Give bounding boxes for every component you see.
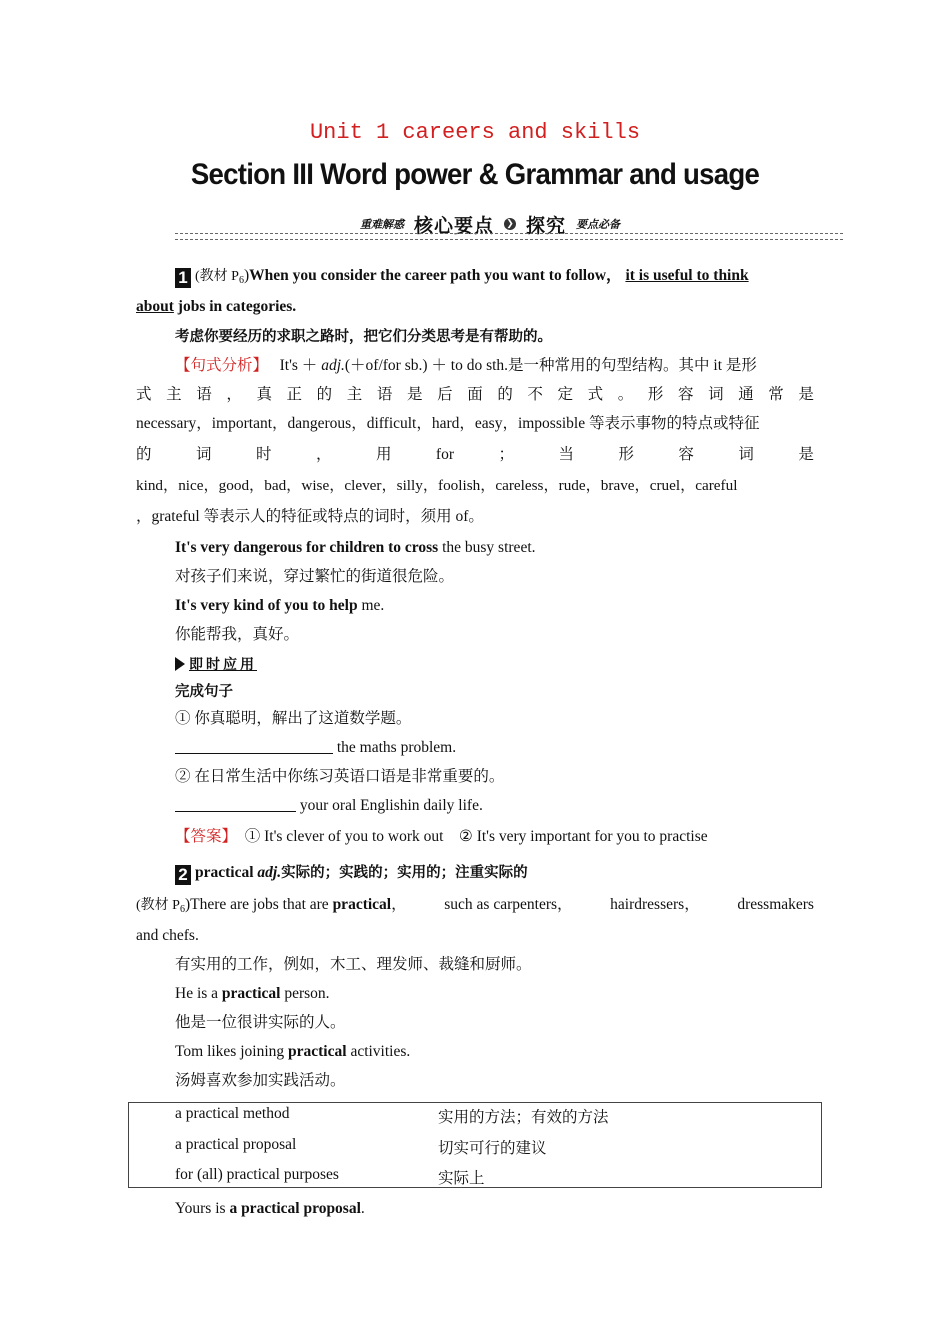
item2-number: 2 — [175, 865, 191, 885]
analysis-word: 的 — [497, 386, 513, 403]
item2-example1 — [175, 984, 853, 1004]
analysis-word: 式 — [136, 386, 152, 403]
question-tail: the maths problem. — [333, 739, 457, 756]
analysis-word: for — [435, 446, 454, 463]
analysis-line4 — [136, 445, 814, 465]
source-text: There are jobs that are — [190, 896, 333, 913]
analysis-word: 容 — [678, 446, 694, 463]
sentence-part: jobs in categories. — [173, 298, 297, 315]
item1-source-line — [175, 266, 853, 291]
question-2-blank-line — [175, 796, 853, 816]
part-of-speech: adj. — [257, 864, 282, 881]
phrase-en: a practical method — [175, 1105, 290, 1122]
example-text: activities. — [346, 1043, 411, 1060]
analysis-word: 面 — [467, 386, 483, 403]
analysis-word: 是 — [798, 386, 814, 403]
answer-blank[interactable] — [175, 739, 333, 754]
analysis-word: 主 — [166, 386, 182, 403]
source-text: ， — [391, 896, 407, 913]
analysis-word: 用 — [375, 446, 392, 463]
banner-left-label: 重难解惑 — [360, 218, 404, 231]
example-text: . — [360, 1200, 365, 1217]
analysis-word: 词 — [738, 446, 754, 463]
example1-translation: 对孩子们来说，穿过繁忙的街道很危险。 — [175, 568, 455, 585]
answer-blank[interactable] — [175, 797, 296, 812]
source-bold: practical — [332, 896, 392, 913]
section-title: Section III Word power & Grammar and usage — [190, 158, 760, 191]
phrase-cn: 实际上 — [438, 1170, 485, 1187]
analysis-word: ， — [226, 386, 242, 403]
analysis-word: 真 — [256, 386, 272, 403]
phrase-cn: 实用的方法；有效的方法 — [438, 1109, 609, 1126]
analysis-word: 通 — [738, 386, 754, 403]
analysis-word: 后 — [437, 386, 453, 403]
phrase-en: a practical proposal — [175, 1136, 297, 1153]
analysis-word: 形 — [618, 446, 634, 463]
analysis-line1 — [175, 356, 853, 376]
item2-source-line — [136, 895, 814, 920]
example-bold: It's very kind of you to help — [175, 597, 358, 614]
example-bold: It's very dangerous for children to cross — [175, 539, 439, 556]
analysis-word: 语 — [376, 386, 393, 403]
analysis-word: 式 — [587, 386, 604, 403]
question-1: ① 你真聪明，解出了这道数学题。 — [175, 710, 412, 727]
header-divider — [175, 233, 843, 240]
example-text: He is a — [175, 985, 222, 1002]
example-rest: me. — [357, 597, 385, 614]
source-prefix: (教材 P — [195, 269, 239, 284]
example1 — [175, 538, 853, 558]
analysis-word: 的 — [316, 386, 333, 403]
apply-label: 即时应用 — [189, 657, 257, 673]
item2-heading — [175, 863, 853, 885]
headword-meaning: 实际的；实践的；实用的；注重实际的 — [281, 865, 528, 881]
analysis-line5: kind，nice，good，bad，wise，clever，silly，foolish，careless，rude，brave，cruel，careful — [136, 477, 738, 494]
analysis-word: 不 — [527, 386, 543, 403]
analysis-word: 的 — [136, 446, 152, 463]
analysis-word: 形 — [647, 386, 664, 403]
sentence-underlined: it is useful to think — [625, 267, 749, 284]
source-prefix: (教材 P — [136, 898, 180, 913]
analysis-word: 定 — [557, 386, 574, 403]
task-title: 完成句子 — [175, 684, 233, 700]
source-text: dressmakers — [737, 896, 814, 913]
example2 — [175, 596, 853, 616]
analysis-word: 是 — [798, 446, 814, 463]
analysis-line2 — [136, 385, 814, 405]
example-bold: practical — [288, 1043, 347, 1060]
source-page-sub: 6 — [179, 904, 185, 915]
item2-example2-translation: 汤姆喜欢参加实践活动。 — [175, 1072, 346, 1089]
banner-main-2: 探究 — [526, 214, 567, 237]
analysis-word: 是 — [406, 386, 423, 403]
final-example — [175, 1199, 853, 1219]
apply-heading — [175, 654, 257, 674]
phrase-en: for (all) practical purposes — [175, 1166, 339, 1183]
source-page-sub: 6 — [238, 275, 244, 286]
answer-label: 【答案】 — [175, 828, 238, 845]
question-2: ② 在日常生活中你练习英语口语是非常重要的。 — [175, 768, 505, 785]
analysis-line3: necessary，important，dangerous，difficult，hard，easy，impossible 等表示事物的特点或特征 — [136, 415, 760, 432]
example-text: person. — [280, 985, 330, 1002]
source-suffix: ) — [184, 896, 191, 913]
answer-text: ① It's clever of you to work out ② It's very important for you to practise — [237, 828, 708, 845]
analysis-text: It's ＋ — [279, 357, 322, 374]
unit-title: Unit 1 careers and skills — [309, 120, 641, 145]
analysis-word: 主 — [346, 386, 363, 403]
analysis-word: 词 — [195, 446, 212, 463]
item1-translation: 考虑你要经历的求职之路时，把它们分类思考是有帮助的。 — [175, 329, 552, 345]
analysis-word: 词 — [708, 386, 724, 403]
source-suffix: ) — [243, 267, 250, 284]
analysis-word: 容 — [677, 386, 694, 403]
question-1-blank-line — [175, 738, 853, 758]
source-text: hairdressers， — [610, 896, 700, 913]
banner-main-1: 核心要点 — [414, 214, 495, 237]
item2-source-translation: 有实用的工作，例如，木工、理发师、裁缝和厨师。 — [175, 956, 532, 973]
analysis-adj: adj. — [321, 357, 345, 374]
answer-line — [175, 827, 853, 847]
analysis-word: 常 — [768, 386, 784, 403]
item1-number: 1 — [175, 268, 191, 288]
analysis-word: 当 — [558, 446, 574, 463]
example-text: Tom likes joining — [175, 1043, 289, 1060]
question-tail: your oral Englishin daily life. — [296, 797, 483, 814]
phrase-table — [128, 1102, 822, 1188]
source-text: such as carpenters， — [444, 896, 573, 913]
sentence-underlined: about — [136, 298, 174, 315]
sentence-part: When you consider the career path you want to follow， — [249, 267, 622, 284]
play-icon — [175, 657, 185, 671]
arrow-icon: ❯ — [504, 218, 516, 230]
phrase-cn: 切实可行的建议 — [438, 1140, 547, 1157]
example2-translation: 你能帮我，真好。 — [175, 626, 300, 643]
headword: practical — [195, 864, 258, 881]
analysis-word: 时 — [255, 446, 272, 463]
analysis-word: ， — [315, 446, 332, 463]
analysis-line6: ，grateful 等表示人的特征或特点的词时，须用 of。 — [136, 508, 484, 525]
example-bold: a practical proposal — [229, 1200, 361, 1217]
item2-example1-translation: 他是一位很讲实际的人。 — [175, 1014, 346, 1031]
analysis-word: 正 — [286, 386, 303, 403]
analysis-word: 。 — [617, 386, 634, 403]
analysis-word: ； — [498, 446, 514, 463]
example-text: Yours is — [175, 1200, 230, 1217]
example-rest: the busy street. — [438, 539, 536, 556]
example-bold: practical — [221, 985, 281, 1002]
item2-example2 — [175, 1042, 853, 1062]
item1-source-line2 — [136, 297, 814, 317]
item2-source-line2: and chefs. — [136, 927, 199, 944]
banner-right-label: 要点必备 — [576, 218, 621, 231]
analysis-label: 【句式分析】 — [175, 357, 269, 374]
analysis-word: 语 — [196, 386, 212, 403]
analysis-text: (＋of/for sb.) ＋ to do sth.是一种常用的句型结构。其中 it 是形 — [344, 357, 757, 374]
